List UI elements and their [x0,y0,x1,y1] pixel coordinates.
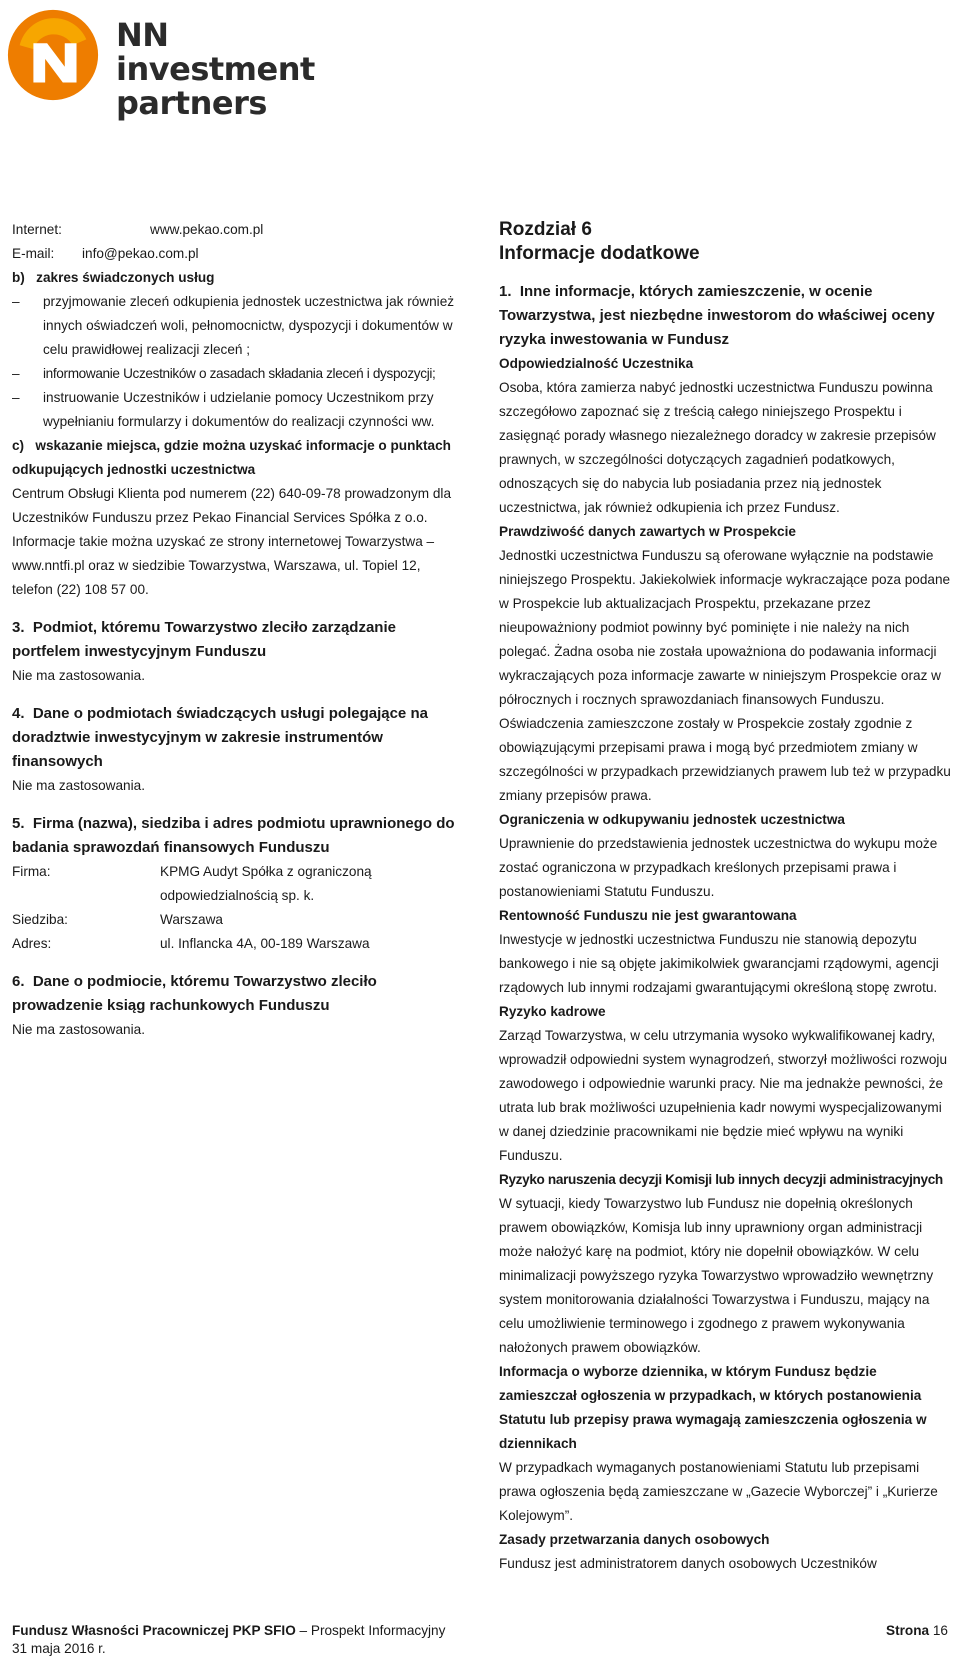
block-heading: Rentowność Funduszu nie jest gwarantowana [499,908,797,923]
list-item: – informowanie Uczestników o zasadach składania zleceń i dyspozycji; [12,362,456,386]
section-b-heading: b) zakres świadczonych usług [12,270,215,285]
block-heading: Odpowiedzialność Uczestnika [499,356,694,371]
nn-lion-logo-icon [4,6,102,104]
block-heading: Ograniczenia w odkupywaniu jednostek uczestnictwa [499,812,845,827]
block-heading: Zasady przetwarzania danych osobowych [499,1532,770,1547]
email-link[interactable]: info@pekao.com.pl [82,246,199,261]
brand-line1: NN investment [116,16,315,88]
block-text: Inwestycje w jednostki uczestnictwa Funduszu nie stanowią depozytu bankowego i nie są objęte jakimikolwiek gwarancjami rządowymi, agencji rządowych lub innymi rodzajami gwarantującymi określoną stopę zwrotu. [499,932,939,995]
section-1-heading: 1. Inne informacje, których zamieszczenie, w ocenie Towarzystwa, jest niezbędne inwestorom do właściwej oceny ryzyka inwestowania w Fundusz [499,283,935,348]
chapter-title: Informacje dodatkowe [499,243,700,264]
list-item: – przyjmowanie zleceń odkupienia jednostek uczestnictwa jak również innych oświadczeń woli, pełnomocnictw, dyspozycji i dokumentów w celu prawidłowej realizacji zleceń ; [12,290,456,362]
block-text: W sytuacji, kiedy Towarzystwo lub Fundusz nie dopełnią określonych prawem obowiązków, Komisja lub inny uprawniony organ administracji może nałożyć karę na podmiot, który nie dopełnił obowiązków. W celu minimalizacji powyższego ryzyka Towarzystwo wprowadziło wewnętrzny system monitorowania działalności Towarzystwa i Funduszu, mający na celu umożliwienie terminowego i zgodnego z prawem wykonywania nałożonych prawem obowiązków. [499,1196,934,1355]
list-item-text: przyjmowanie zleceń odkupienia jednostek uczestnictwa jak również innych oświadczeń woli, pełnomocnictw, dyspozycji i dokumentów w celu prawidłowej realizacji zleceń ; [43,294,455,357]
brand-name [116,18,364,120]
section-c-heading: c) wskazanie miejsca, gdzie można uzyskać informacje o punktach odkupujących jednostki uczestnictwa [12,438,451,477]
block-text: W przypadkach wymaganych postanowieniami Statutu lub przepisami prawa ogłoszenia będą zamieszczane w „Gazecie Wyborczej” i „Kurierze Kolejowym”. [499,1460,938,1523]
block-text: Uprawnienie do przedstawienia jednostek uczestnictwa do wykupu może zostać ograniczona w przypadkach kreślonych przepisami prawa i postanowieniami Statutu Funduszu. [499,836,938,899]
footer-date: 31 maja 2016 r. [12,1641,106,1656]
footer-fund-name: Fundusz Własności Pracowniczej PKP SFIO [12,1623,296,1638]
section-c-text: Centrum Obsługi Klienta pod numerem (22) 640-09-78 prowadzonym dla Uczestników Funduszu przez Pekao Financial Services Spółka z o.o. Informacje takie można uzyskać ze strony internetowej Towarzystwa – www.nntfi.pl oraz w siedzibie Towarzystwa, Warszawa, ul. Topiel 12, telefon (22) 108 57 00. [12,486,452,597]
section-6-text: Nie ma zastosowania. [12,1022,145,1037]
block-heading: Informacja o wyborze dziennika, w którym Fundusz będzie zamieszczał ogłoszenia w przypadkach, w których postanowienia Statutu lub przepisy prawa wymagają zamieszczenia ogłoszenia w dziennikach [499,1364,927,1451]
footer-page-number: 16 [932,1623,948,1638]
auditor-seat-row: Siedziba: Warszawa [12,912,223,927]
block-heading: Ryzyko kadrowe [499,1004,606,1019]
block-text: Jednostki uczestnictwa Funduszu są oferowane wyłącznie na podstawie niniejszego Prospektu. Jakiekolwiek informacje wykraczające poza podane w Prospekcie lub aktualizacjach Prospektu, przekazane przez nieupoważniony podmiot powinny być pominięte i nie należy na nich polegać. Żadna osoba nie została upoważniona do podawania informacji wykraczających poza informacje zawarte w niniejszym Prospekcie oraz w półrocznych i rocznych sprawozdaniach finansowych Funduszu. Oświadczenia zamieszczone zostały w Prospekcie zostały zgodnie z obowiązującymi przepisami prawa i mogą być przedmiotem zmiany w szczególności w przypadkach przewidzianych prawem lub też w przypadku zmiany przepisów prawa. [499,548,951,803]
right-column [499,218,951,1576]
internet-label: Internet: [12,222,62,237]
footer-doc-type: – Prospekt Informacyjny [295,1623,446,1638]
internet-link[interactable]: www.pekao.com.pl [150,222,264,237]
section-3-text: Nie ma zastosowania. [12,668,145,683]
email-row [12,242,456,266]
chapter-number: Rozdział 6 [499,219,592,240]
footer-left [12,1622,445,1658]
section-5-heading: 5. Firma (nazwa), siedziba i adres podmiotu uprawnionego do badania sprawozdań finansowych Funduszu [12,815,455,856]
block-heading: Prawdziwość danych zawartych w Prospekcie [499,524,796,539]
section-4-heading: 4. Dane o podmiotach świadczących usługi polegające na doradztwie inwestycyjnym w zakresie instrumentów finansowych [12,705,428,770]
email-label: E-mail: [12,246,55,261]
block-text: Osoba, która zamierza nabyć jednostki uczestnictwa Funduszu powinna szczegółowo zapoznać się z treścią całego niniejszego Prospektu i zasięgnąć porady własnego niezależnego doradcy w zakresie przepisów prawnych, w szczególności dotyczących zagadnień podatkowych, odnoszących się do nabycia lub posiadania przez nią jednostek uczestnictwa, jak również odkupienia ich przez Fundusz. [499,380,936,515]
list-item-text: informowanie Uczestników o zasadach składania zleceń i dyspozycji; [43,366,436,381]
section-4-text: Nie ma zastosowania. [12,778,145,793]
internet-row [12,218,456,242]
footer-page [886,1622,948,1640]
footer-page-label: Strona [886,1623,933,1638]
block-text: Zarząd Towarzystwa, w celu utrzymania wysoko wykwalifikowanej kadry, wprowadził odpowiedni system wynagrodzeń, stworzył możliwości rozwoju zawodowego i odpowiednie warunki pracy. Nie ma jednakże pewności, że utrata lub brak możliwości uzupełnienia kadr nowymi wyspecjalizowanymi w danej dziedzinie pracownikami nie będzie mieć wpływu na wyniki Funduszu. [499,1028,948,1163]
left-column [12,218,456,1042]
section-3-heading: 3. Podmiot, któremu Towarzystwo zleciło zarządzanie portfelem inwestycyjnym Funduszu [12,619,396,660]
section-6-heading: 6. Dane o podmiocie, któremu Towarzystwo zleciło prowadzenie ksiąg rachunkowych Funduszu [12,973,377,1014]
block-text: Fundusz jest administratorem danych osobowych Uczestników [499,1556,877,1571]
block-heading: Ryzyko naruszenia decyzji Komisji lub innych decyzji administracyjnych [499,1172,943,1187]
brand-logo [4,6,364,122]
brand-line2: partners [116,84,267,122]
list-item: – instruowanie Uczestników i udzielanie pomocy Uczestnikom przy wypełnianiu formularzy i dokumentów do realizacji czynności ww. [12,386,456,434]
list-item-text: instruowanie Uczestników i udzielanie pomocy Uczestnikom przy wypełnianiu formularzy i dokumentów do realizacji czynności ww. [43,390,435,429]
auditor-address-row: Adres: ul. Inflancka 4A, 00-189 Warszawa [12,936,370,951]
auditor-firm-row: Firma: KPMG Audyt Spółka z ograniczoną odpowiedzialnością sp. k. [12,864,372,903]
